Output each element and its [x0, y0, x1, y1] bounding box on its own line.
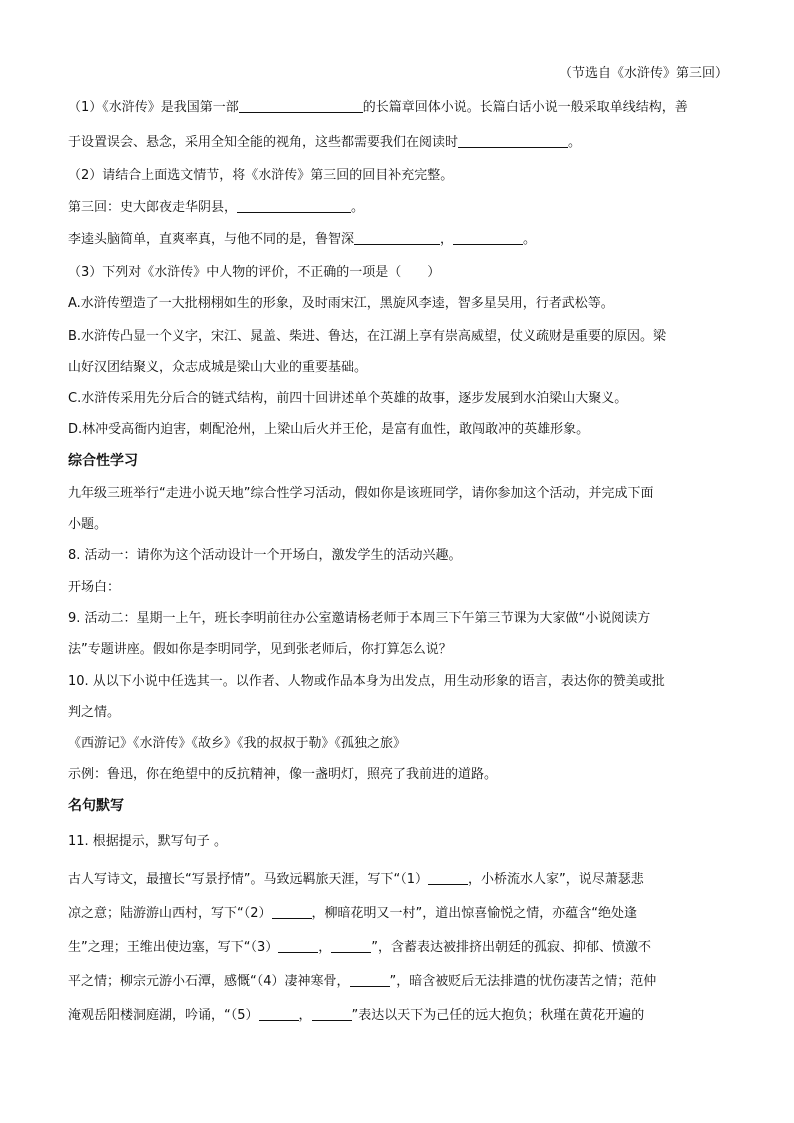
- q11-line-4: [68, 970, 656, 989]
- q8-text: 8. 活动一：请你为这个活动设计一个开场白，激发学生的活动兴趣。: [68, 548, 462, 563]
- q2-title-blank[interactable]: [237, 198, 351, 213]
- q2-compare-prefix: 李逵头脑简单，直爽率真，与他不同的是，鲁智深: [68, 232, 355, 247]
- activity-intro-line-2: 小题。: [68, 517, 108, 532]
- q11-l4-text-b: ”，暗含被贬后无法排遣的忧伤凄苦之情；范仲: [389, 974, 657, 989]
- q3-option-d[interactable]: D.林冲受高衙内迫害，刺配沧州，上梁山后火并王伦，是富有血性，敢闯敢冲的英雄形象。: [68, 422, 590, 437]
- q11-blank-4[interactable]: [350, 972, 390, 987]
- q3-option-b-line-2[interactable]: 山好汉团结聚义，众志成城是梁山大业的重要基础。: [68, 360, 368, 375]
- q11-prompt: 11. 根据提示，默写句子 。: [68, 834, 227, 849]
- q11-l3-text-b: ，: [318, 940, 332, 955]
- q2-prompt: （2）请结合上面选文情节，将《水浒传》第三回的回目补充完整。: [68, 168, 454, 183]
- q11-blank-3b[interactable]: [331, 938, 371, 953]
- q10-example: 示例：鲁迅，你在绝望中的反抗精神，像一盏明灯，照亮了我前进的道路。: [68, 767, 498, 782]
- q10-book-list: 《西游记》《水浒传》《故乡》《我的叔叔于勒》《孤独之旅》: [68, 736, 407, 751]
- q1-line-1: [68, 96, 688, 115]
- q1-text-a: （1）《水浒传》是我国第一部: [68, 100, 239, 115]
- q11-l2-text-a: 凉之意；陆游游山西村，写下“（2）: [68, 906, 272, 921]
- q11-line-2: [68, 902, 637, 921]
- q1-text-c: 于设置误会、悬念，采用全知全能的视角，这些都需要我们在阅读时: [68, 135, 459, 150]
- q2-compare-comma: ，: [440, 232, 454, 247]
- q2-title-end: 。: [351, 200, 365, 215]
- q11-l3-text-c: ”，含蓄表达被排挤出朝廷的孤寂、抑郁、愤激不: [371, 940, 652, 955]
- q2-compare-line: [68, 228, 536, 247]
- q11-line-1: [68, 868, 644, 887]
- q3-prompt: （3）下列对《水浒传》中人物的评价，不正确的一项是（ ）: [68, 265, 441, 280]
- q11-line-3: [68, 936, 651, 955]
- q1-text-d: 。: [568, 135, 582, 150]
- q11-blank-3a[interactable]: [278, 938, 318, 953]
- q11-l4-text-a: 平之情；柳宗元游小石潭，感慨“（4）凄神寒骨，: [68, 974, 350, 989]
- section-heading-quotes: 名句默写: [68, 798, 124, 814]
- q1-blank-2[interactable]: [458, 133, 568, 148]
- q2-compare-blank-1[interactable]: [354, 230, 440, 245]
- q9-line-1: 9. 活动二：星期一上午，班长李明前往办公室邀请杨老师于本周三下午第三节课为大家做“小说阅读方: [68, 611, 651, 626]
- q10-line-2: 判之情。: [68, 705, 121, 720]
- q11-blank-1[interactable]: [428, 870, 468, 885]
- excerpt-source: （节选自《水浒传》第三回）: [558, 66, 728, 81]
- document-page: [68, 62, 728, 1023]
- q1-text-b: 的长篇章回体小说。长篇白话小说一般采取单线结构，善: [362, 100, 688, 115]
- q2-compare-blank-2[interactable]: [453, 230, 523, 245]
- q3-option-b-line-1[interactable]: B.水浒传凸显一个义字，宋江、晁盖、柴进、鲁达，在江湖上享有崇高威望，仗义疏财是重要的原因。梁: [68, 329, 667, 344]
- q11-blank-2[interactable]: [272, 904, 312, 919]
- q11-l1-text-b: ，小桥流水人家”，说尽萧瑟悲: [467, 872, 644, 887]
- q1-blank-1[interactable]: [239, 98, 363, 113]
- q11-l1-text-a: 古人写诗文，最擅长“写景抒情”。马致远羁旅天涯，写下“（1）: [68, 872, 428, 887]
- q11-l2-text-b: ，柳暗花明又一村”，道出惊喜愉悦之情，亦蕴含“绝处逢: [311, 906, 637, 921]
- q1-line-2: [68, 131, 581, 150]
- q2-title-line: [68, 196, 364, 215]
- q8-label: 开场白：: [68, 580, 121, 595]
- q10-line-1: 10. 从以下小说中任选其一。以作者、人物或作品本身为出发点，用生动形象的语言，表达你的赞美或批: [68, 674, 665, 689]
- activity-intro-line-1: 九年级三班举行“走进小说天地”综合性学习活动，假如你是该班同学，请你参加这个活动，并完成下面: [68, 486, 654, 501]
- q9-line-2: 法”专题讲座。假如你是李明同学，见到张老师后，你打算怎么说？: [68, 642, 452, 657]
- q11-l5-text-c: ”表达以天下为己任的远大抱负；秋瑾在黄花开遍的: [351, 1008, 645, 1023]
- q11-blank-5a[interactable]: [259, 1006, 299, 1021]
- q11-line-5: [68, 1004, 644, 1023]
- q2-compare-end: 。: [523, 232, 537, 247]
- q11-l5-text-b: ，: [298, 1008, 312, 1023]
- q3-option-c[interactable]: C.水浒传采用先分后合的链式结构，前四十回讲述单个英雄的故事，逐步发展到水泊梁山大聚义。: [68, 391, 628, 406]
- q2-title-prefix: 第三回：史大郎夜走华阴县，: [68, 200, 238, 215]
- q11-blank-5b[interactable]: [312, 1006, 352, 1021]
- q11-l3-text-a: 生”之理；王维出使边塞，写下“（3）: [68, 940, 279, 955]
- section-heading-comprehensive: 综合性学习: [68, 453, 138, 469]
- q11-l5-text-a: 淹观岳阳楼洞庭湖，吟诵，“（5）: [68, 1008, 259, 1023]
- q3-option-a[interactable]: A.水浒传塑造了一大批栩栩如生的形象，及时雨宋江，黑旋风李逵，智多星吴用，行者武松等。: [68, 296, 614, 311]
